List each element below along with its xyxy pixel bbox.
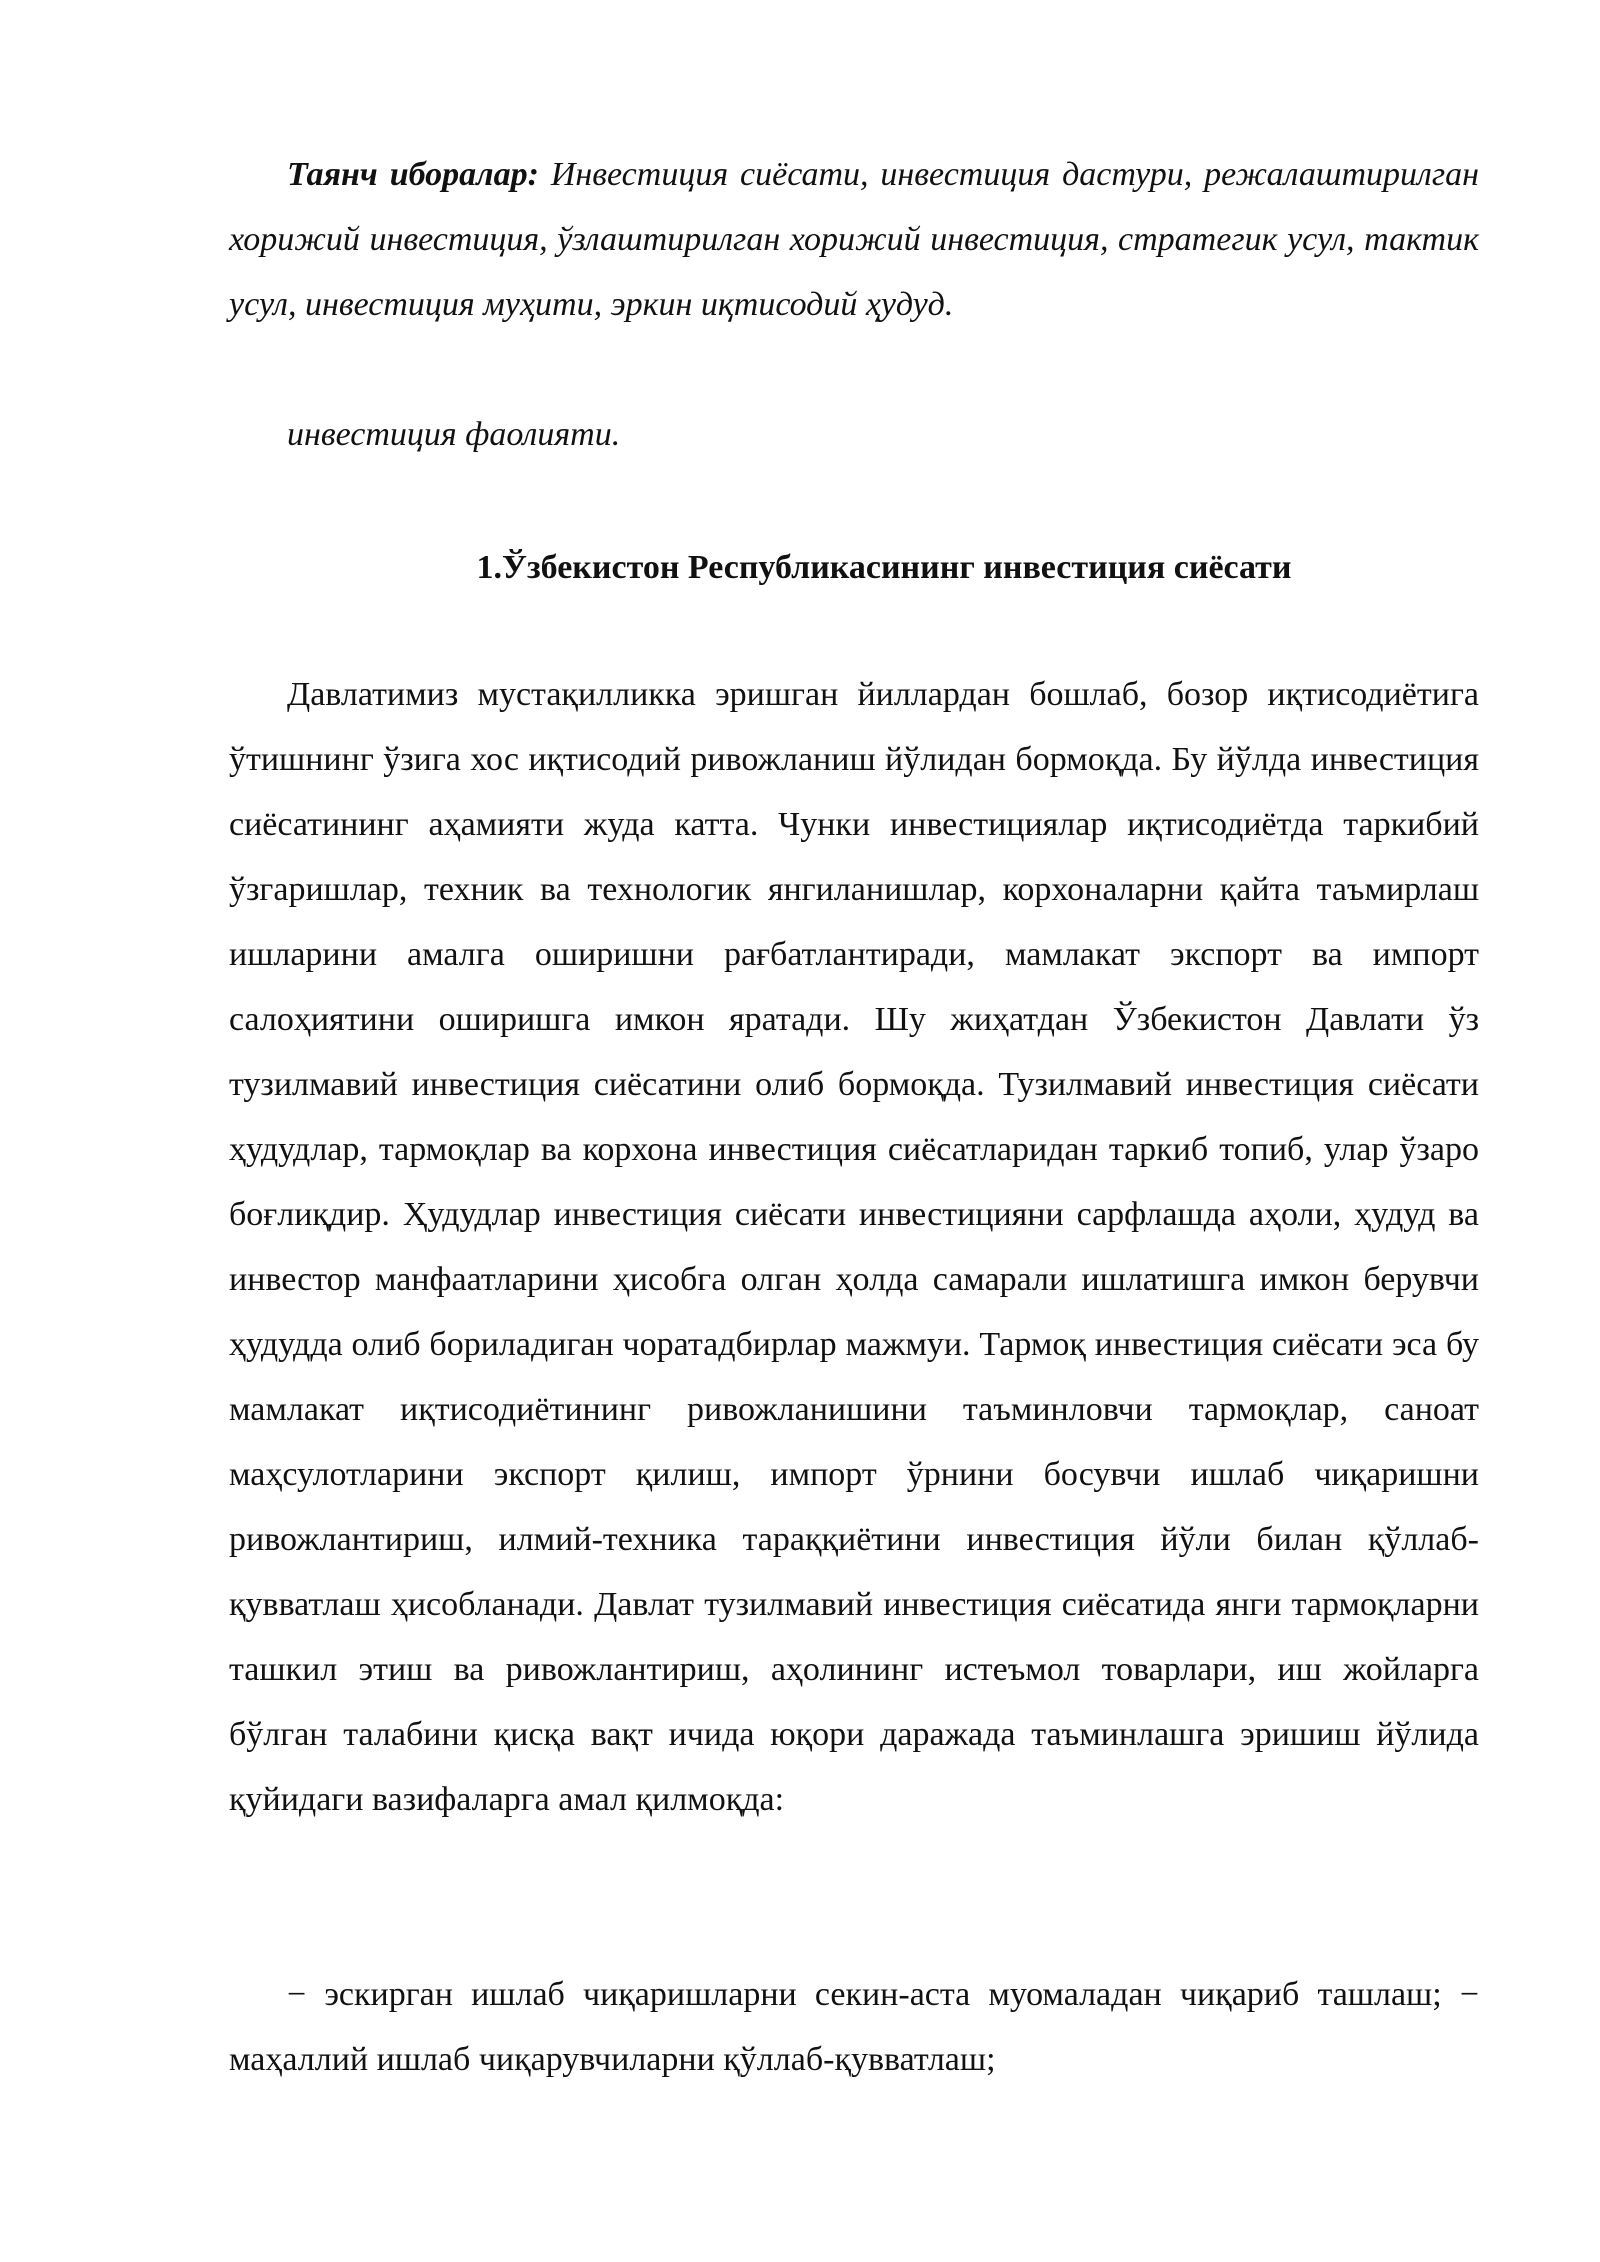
keywords-text: Инвестиция сиёсати, инвестиция дастури, режалаштирилган хорижий инвестиция, ўзлаштирилган хорижий инвестиция, стратегик усул, тактик усул, инвестиция муҳити, эркин иқтисодий ҳудуд. <box>229 156 1479 323</box>
keywords-paragraph <box>229 142 1479 337</box>
activity-line: инвестиция фаолияти. <box>287 416 621 453</box>
bullet-paragraph: − эскирган ишлаб чиқаришларни секин-аста муомаладан чиқариб ташлаш; − маҳаллий ишлаб чиқарувчиларни қўллаб-қувватлаш; <box>229 1976 1479 2078</box>
section-heading: 1.Ўзбекистон Республикасининг инвестиция сиёсати <box>476 549 1292 586</box>
keywords-label: Таянч иборалар: <box>287 156 539 193</box>
body-paragraph: Давлатимиз мустақилликка эришган йиллардан бошлаб, бозор иқтисодиётига ўтишнинг ўзига хос иқтисодий ривожланиш йўлидан бормоқда. Бу йўлда инвестиция сиёсатининг аҳамияти жуда катта. Чунки инвестициялар иқтисодиётда таркибий ўзгаришлар, техник ва технологик янгиланишлар, корхоналарни қайта таъмирлаш ишларини амалга оширишни рағбатлантиради, мамлакат экспорт ва импорт салоҳиятини оширишга имкон яратади. Шу жиҳатдан Ўзбекистон Давлати ўз тузилмавий инвестиция сиёсатини олиб бормоқда. Тузилмавий инвестиция сиёсати ҳудудлар, тармоқлар ва корхона инвестиция сиёсатларидан таркиб топиб, улар ўзаро боғлиқдир. Ҳудудлар инвестиция сиёсати инвестицияни сарфлашда аҳоли, ҳудуд ва инвестор манфаатларини ҳисобга олган ҳолда самарали ишлатишга имкон берувчи ҳудудда олиб бориладиган чоратадбирлар мажмуи. Тармоқ инвестиция сиёсати эса бу мамлакат иқтисодиётининг ривожланишини таъминловчи тармоқлар, саноат маҳсулотларини экспорт қилиш, импорт ўрнини босувчи ишлаб чиқаришни ривожлантириш, илмий-техника тараққиётини инвестиция йўли билан қўллаб-қувватлаш ҳисобланади. Давлат тузилмавий инвестиция сиёсатида янги тармоқларни ташкил этиш ва ривожлантириш, аҳолининг истеъмол товарлари, иш жойларга бўлган талабини қисқа вақт ичида юқори даражада таъминлашга эришиш йўлида қуйидаги вазифаларга амал қилмоқда: <box>229 676 1479 1818</box>
